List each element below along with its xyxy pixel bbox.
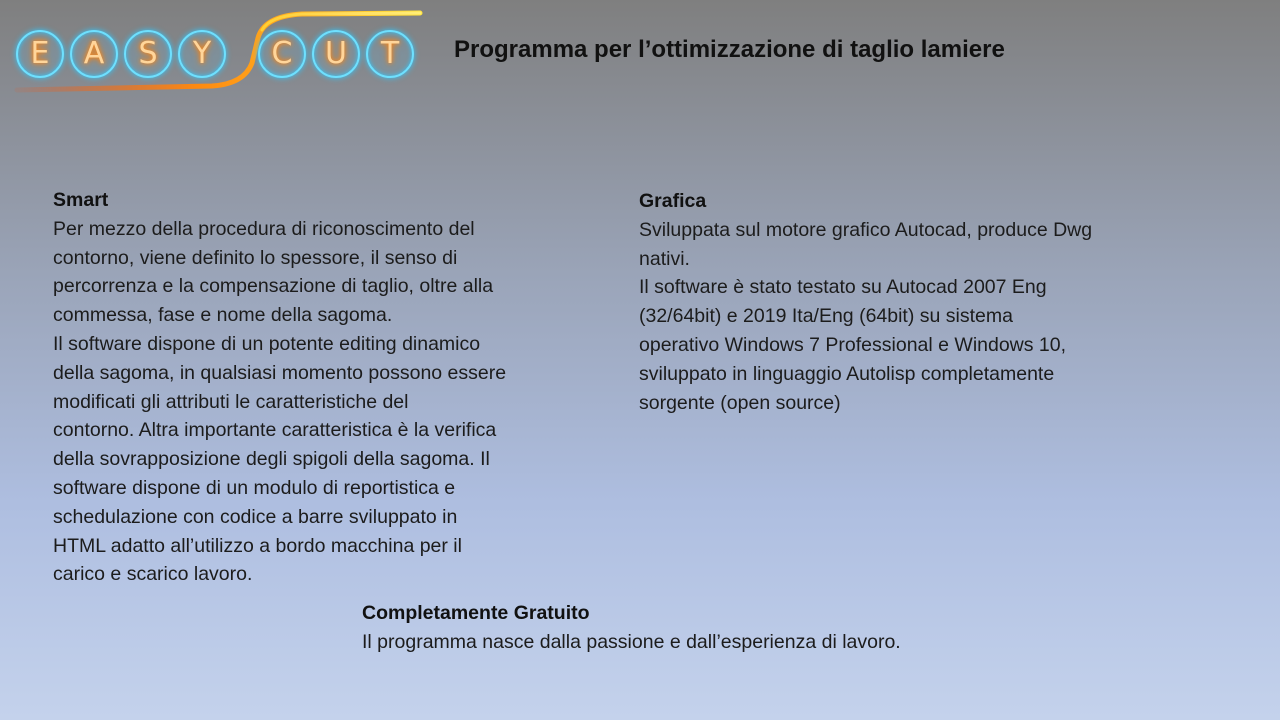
grafica-line: nativi. — [639, 247, 690, 270]
free-line: Il programma nasce dalla passione e dall’esperienza di lavoro. — [362, 630, 901, 653]
logo-letter-y: Y — [178, 30, 226, 78]
smart-line: della sagoma, in qualsiasi momento possono essere — [53, 361, 507, 384]
grafica-section — [639, 187, 1092, 417]
free-heading: Completamente Gratuito — [362, 602, 590, 624]
smart-line: modificati gli attributi le caratteristiche del — [53, 390, 409, 413]
logo-letters — [16, 30, 414, 78]
logo-letter-c: C — [258, 30, 306, 78]
grafica-line: Sviluppata sul motore grafico Autocad, produce Dwg — [639, 218, 1093, 241]
smart-line: HTML adatto all’utilizzo a bordo macchina per il — [53, 534, 462, 557]
grafica-line: sviluppato in linguaggio Autolisp completamente — [639, 362, 1055, 385]
grafica-line: operativo Windows 7 Professional e Windows 10, — [639, 333, 1067, 356]
logo-letter-t: T — [366, 30, 414, 78]
smart-line: della sovrapposizione degli spigoli della sagoma. Il — [53, 448, 490, 471]
grafica-line: (32/64bit) e 2019 Ita/Eng (64bit) su sistema — [639, 305, 1013, 328]
smart-line: carico e scarico lavoro. — [53, 563, 253, 586]
smart-line: commessa, fase e nome della sagoma. — [53, 304, 393, 327]
free-section — [362, 599, 901, 657]
logo-letter-a: A — [70, 30, 118, 78]
grafica-line: Il software è stato testato su Autocad 2007 Eng — [639, 276, 1047, 299]
smart-line: Il software dispone di un potente editing dinamico — [53, 332, 481, 355]
grafica-heading: Grafica — [639, 190, 707, 212]
logo-letter-u: U — [312, 30, 360, 78]
smart-line: Per mezzo della procedura di riconoscimento del — [53, 217, 475, 240]
easy-cut-logo — [12, 8, 432, 98]
smart-line: software dispone di un modulo di reportistica e — [53, 476, 456, 499]
page-title: Programma per l’ottimizzazione di taglio lamiere — [454, 36, 1005, 63]
grafica-line: sorgente (open source) — [639, 391, 841, 414]
smart-line: contorno, viene definito lo spessore, il senso di — [53, 246, 458, 269]
logo-letter-e: E — [16, 30, 64, 78]
smart-line: percorrenza e la compensazione di taglio, oltre alla — [53, 275, 494, 298]
smart-line: contorno. Altra importante caratteristica è la verifica — [53, 419, 497, 442]
smart-section — [53, 186, 506, 589]
smart-line: schedulazione con codice a barre sviluppato in — [53, 505, 458, 528]
smart-heading: Smart — [53, 189, 109, 211]
logo-letter-s: S — [124, 30, 172, 78]
logo-gap — [232, 30, 252, 78]
